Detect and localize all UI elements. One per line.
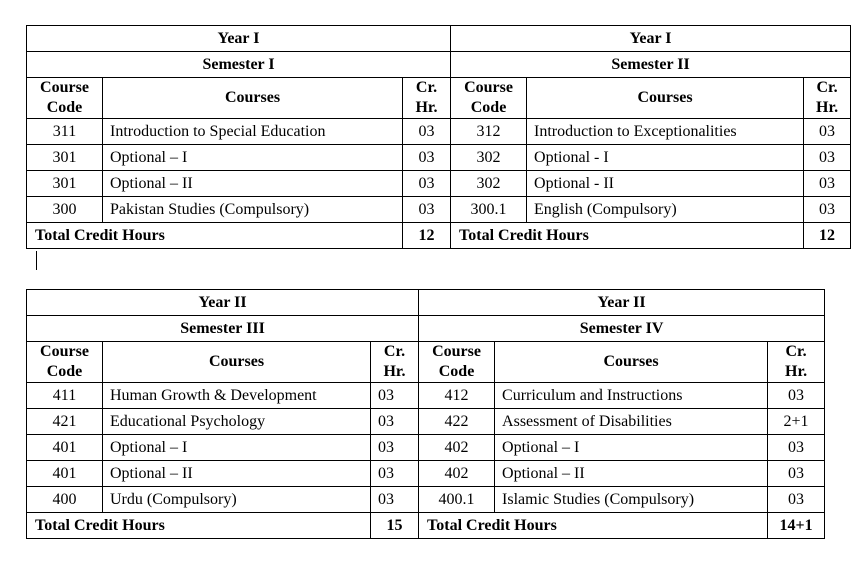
credit-hours: 03 — [804, 119, 851, 145]
course-title: Optional – I — [103, 145, 403, 171]
course-code: 402 — [419, 435, 495, 461]
course-code: 302 — [451, 145, 527, 171]
table-row — [27, 435, 825, 461]
credit-hours: 03 — [403, 197, 451, 223]
course-code: 421 — [27, 409, 103, 435]
course-title: Optional - II — [527, 171, 804, 197]
semester-header-row — [27, 316, 825, 342]
courses-header: Courses — [527, 78, 804, 119]
course-title: English (Compulsory) — [527, 197, 804, 223]
credit-hours: 03 — [403, 145, 451, 171]
semester-label-right: Semester II — [451, 52, 851, 78]
credit-hours-header: Cr. Hr. — [768, 342, 825, 383]
course-code: 300.1 — [451, 197, 527, 223]
credit-hours: 03 — [768, 383, 825, 409]
total-credit-hours-label: Total Credit Hours — [27, 223, 403, 249]
semester-label-right: Semester IV — [419, 316, 825, 342]
course-code: 301 — [27, 145, 103, 171]
table-row — [27, 197, 851, 223]
credit-hours: 03 — [371, 435, 419, 461]
course-title: Optional - I — [527, 145, 804, 171]
course-title: Introduction to Special Education — [103, 119, 403, 145]
table-row — [27, 461, 825, 487]
course-title: Educational Psychology — [103, 409, 371, 435]
course-title: Optional – II — [103, 171, 403, 197]
credit-hours: 03 — [768, 461, 825, 487]
course-title: Human Growth & Development — [103, 383, 371, 409]
credit-hours: 03 — [804, 197, 851, 223]
course-code: 401 — [27, 461, 103, 487]
course-code-header: Course Code — [451, 78, 527, 119]
credit-hours-header: Cr. Hr. — [403, 78, 451, 119]
course-code-header: Course Code — [27, 78, 103, 119]
year-label-left: Year I — [27, 26, 451, 52]
semester-label-left: Semester I — [27, 52, 451, 78]
total-credit-hours-value: 12 — [403, 223, 451, 249]
total-row — [27, 513, 825, 539]
course-code-header: Course Code — [419, 342, 495, 383]
credit-hours: 03 — [371, 409, 419, 435]
table-row — [27, 487, 825, 513]
courses-header: Courses — [103, 78, 403, 119]
text-cursor — [36, 251, 37, 270]
course-code: 401 — [27, 435, 103, 461]
credit-hours: 03 — [371, 487, 419, 513]
total-credit-hours-label: Total Credit Hours — [27, 513, 371, 539]
course-code: 300 — [27, 197, 103, 223]
course-title: Optional – II — [103, 461, 371, 487]
course-code: 312 — [451, 119, 527, 145]
course-title: Islamic Studies (Compulsory) — [495, 487, 768, 513]
credit-hours: 03 — [804, 171, 851, 197]
course-title: Urdu (Compulsory) — [103, 487, 371, 513]
credit-hours-header: Cr. Hr. — [371, 342, 419, 383]
course-code: 400.1 — [419, 487, 495, 513]
year-label-left: Year II — [27, 290, 419, 316]
total-credit-hours-value: 12 — [804, 223, 851, 249]
course-title: Introduction to Exceptionalities — [527, 119, 804, 145]
credit-hours: 03 — [768, 435, 825, 461]
year-header-row — [27, 26, 851, 52]
table-row — [27, 409, 825, 435]
column-header-row — [27, 78, 851, 119]
total-row — [27, 223, 851, 249]
credit-hours: 03 — [403, 171, 451, 197]
table-row — [27, 171, 851, 197]
course-code: 411 — [27, 383, 103, 409]
course-code-header: Course Code — [27, 342, 103, 383]
year-2-scheme-table — [26, 289, 825, 539]
column-header-row — [27, 342, 825, 383]
course-code: 422 — [419, 409, 495, 435]
course-title: Assessment of Disabilities — [495, 409, 768, 435]
table-row — [27, 145, 851, 171]
course-code: 400 — [27, 487, 103, 513]
course-code: 412 — [419, 383, 495, 409]
credit-hours-header: Cr. Hr. — [804, 78, 851, 119]
total-credit-hours-label: Total Credit Hours — [419, 513, 768, 539]
courses-header: Courses — [495, 342, 768, 383]
year-label-right: Year I — [451, 26, 851, 52]
course-code: 301 — [27, 171, 103, 197]
credit-hours: 03 — [804, 145, 851, 171]
semester-header-row — [27, 52, 851, 78]
table-row — [27, 119, 851, 145]
course-title: Optional – I — [495, 435, 768, 461]
course-title: Optional – II — [495, 461, 768, 487]
course-title: Pakistan Studies (Compulsory) — [103, 197, 403, 223]
course-code: 311 — [27, 119, 103, 145]
course-code: 402 — [419, 461, 495, 487]
credit-hours: 03 — [371, 383, 419, 409]
year-header-row — [27, 290, 825, 316]
total-credit-hours-label: Total Credit Hours — [451, 223, 804, 249]
courses-header: Courses — [103, 342, 371, 383]
total-credit-hours-value: 14+1 — [768, 513, 825, 539]
credit-hours: 03 — [768, 487, 825, 513]
year-1-scheme-table — [26, 25, 851, 249]
table-row — [27, 383, 825, 409]
course-code: 302 — [451, 171, 527, 197]
credit-hours: 2+1 — [768, 409, 825, 435]
course-title: Curriculum and Instructions — [495, 383, 768, 409]
credit-hours: 03 — [371, 461, 419, 487]
credit-hours: 03 — [403, 119, 451, 145]
year-label-right: Year II — [419, 290, 825, 316]
total-credit-hours-value: 15 — [371, 513, 419, 539]
course-title: Optional – I — [103, 435, 371, 461]
semester-label-left: Semester III — [27, 316, 419, 342]
